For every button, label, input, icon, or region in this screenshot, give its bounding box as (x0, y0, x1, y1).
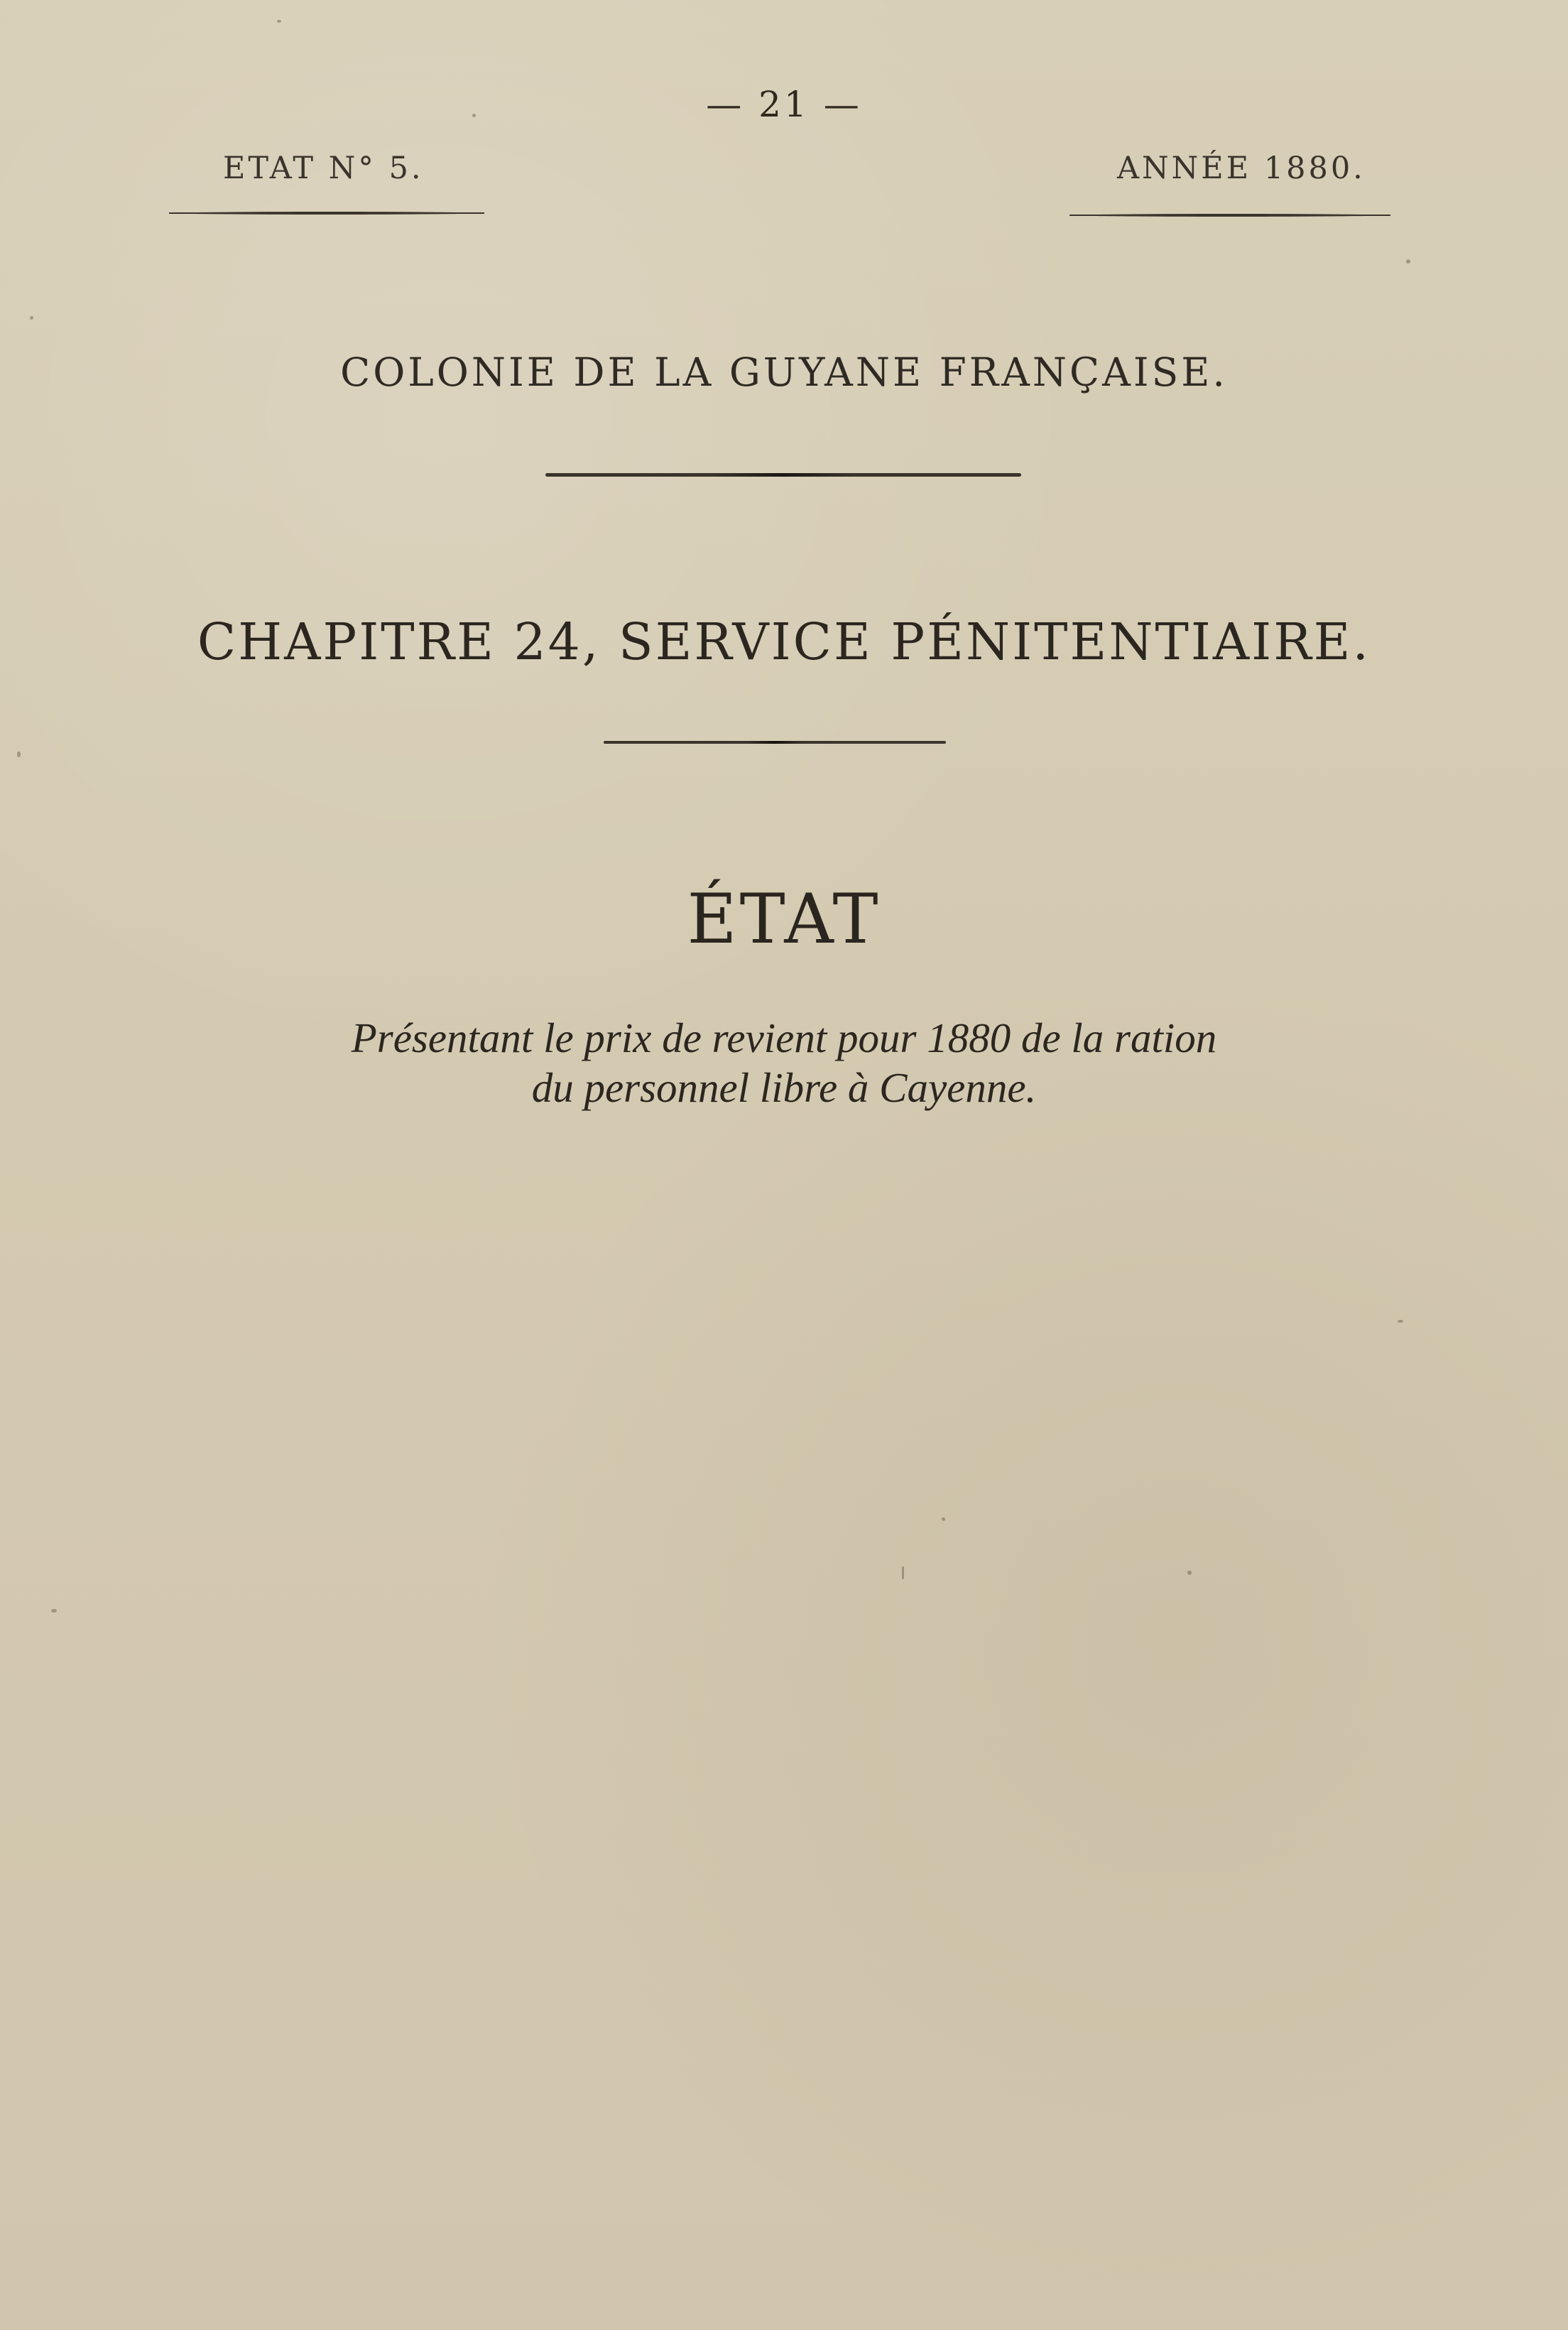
right-header-rule (1078, 214, 1382, 217)
paper-speck (277, 20, 281, 23)
year-label: ANNÉE 1880. (1117, 151, 1366, 186)
paper-speck (902, 1566, 904, 1579)
paper-speck (1187, 1571, 1192, 1575)
paper-speck (17, 752, 21, 757)
description-line-1: Présentant le prix de revient pour 1880 de la ration (351, 1014, 1217, 1061)
chapter-title: CHAPITRE 24, SERVICE PÉNITENTIAIRE. (197, 612, 1371, 671)
description-line-2: du personnel libre à Cayenne. (531, 1064, 1037, 1111)
chapter-divider (604, 741, 946, 744)
statement-number: ETAT N° 5. (223, 151, 424, 186)
page-number: — 21 — (706, 84, 862, 125)
paper-speck (1406, 259, 1410, 264)
paper-speck (942, 1517, 945, 1521)
paper-speck (51, 1609, 57, 1613)
document-description (0, 1013, 1568, 1112)
paper-speck (1398, 1320, 1403, 1323)
left-header-rule (178, 212, 476, 215)
paper-speck (30, 316, 33, 320)
colony-title: COLONIE DE LA GUYANE FRANÇAISE. (340, 350, 1228, 395)
document-title: ÉTAT (687, 879, 881, 959)
section-divider (545, 473, 1021, 477)
